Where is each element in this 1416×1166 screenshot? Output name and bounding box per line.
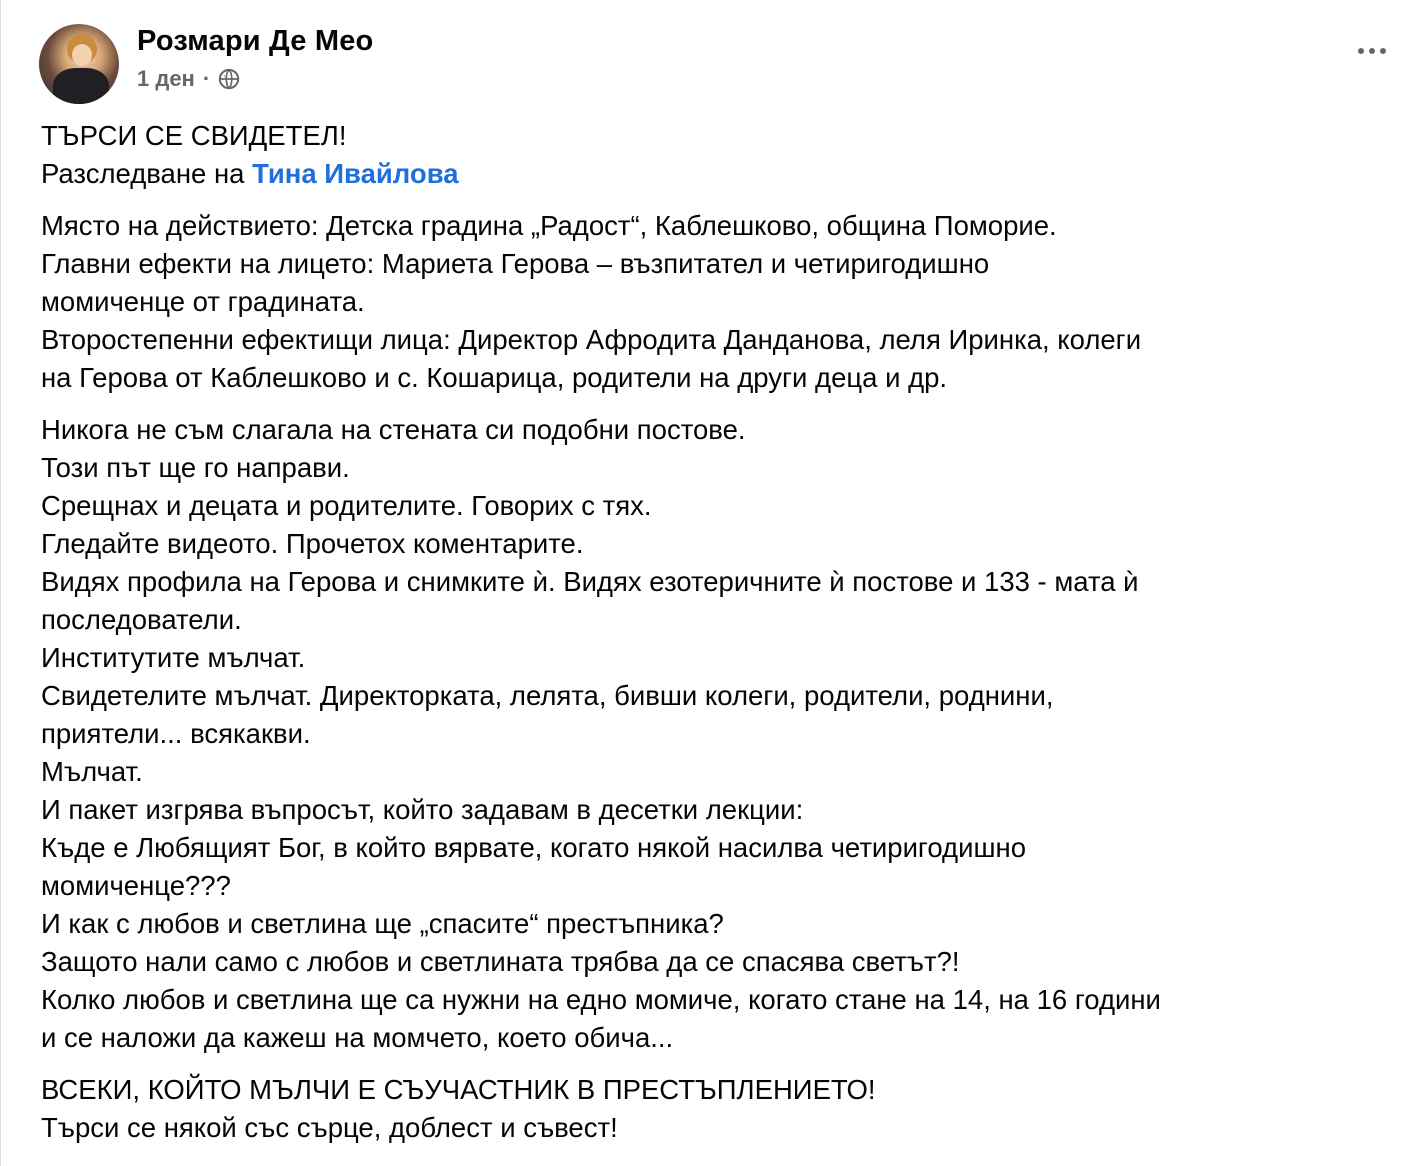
post-heading <box>41 117 1401 193</box>
post-time[interactable]: 1 ден <box>137 66 195 91</box>
text-line: Този път ще го направи. <box>41 452 350 483</box>
text-line: приятели... всякакви. <box>41 718 311 749</box>
text-line: последователи. <box>41 604 242 635</box>
text-line: Търси се някой със сърце, доблест и съвест! <box>41 1112 618 1143</box>
post-subline <box>137 66 373 92</box>
text-line: Видях профила на Герова и снимките ѝ. Видях езотеричните ѝ постове и 133 - мата ѝ <box>41 566 1139 597</box>
text-line: Мълчат. <box>41 756 143 787</box>
text-line: Никога не съм слагала на стената си подобни постове. <box>41 414 746 445</box>
post-paragraph-1 <box>41 207 1401 397</box>
text-line: Място на действието: Детска градина „Радост“, Каблешково, община Поморие. <box>41 210 1057 241</box>
heading-title: ТЪРСИ СЕ СВИДЕТЕЛ! <box>41 120 347 151</box>
text-line: ВСЕКИ, КОЙТО МЪЛЧИ Е СЪУЧАСТНИК В ПРЕСТЪПЛЕНИЕТО! <box>41 1074 876 1105</box>
text-line: Свидетелите мълчат. Директорката, лелята, бивши колеги, родители, роднини, <box>41 680 1054 711</box>
text-line: Второстепенни ефектищи лица: Директор Афродита Данданова, леля Иринка, колеги <box>41 324 1142 355</box>
text-line: момиченце??? <box>41 870 231 901</box>
post-header <box>39 24 373 104</box>
text-line: Къде е Любящият Бог, в който вярвате, когато някой насилва четиригодишно <box>41 832 1026 863</box>
post-paragraph-3 <box>41 1071 1401 1147</box>
text-line: Главни ефекти на лицето: Мариета Герова – възпитател и четиригодишно <box>41 248 990 279</box>
text-line: Срещнах и децата и родителите. Говорих с тях. <box>41 490 652 521</box>
more-options-button[interactable] <box>1358 48 1386 54</box>
text-line: И пакет изгрява въпросът, който задавам в десетки лекции: <box>41 794 804 825</box>
heading-investigation: Разследване на Тина Ивайлова <box>41 158 459 189</box>
text-line: Институтите мълчат. <box>41 642 306 673</box>
text-line: Гледайте видеото. Прочетох коментарите. <box>41 528 584 559</box>
text-line: И как с любов и светлина ще „спасите“ престъпника? <box>41 908 724 939</box>
text-line: на Герова от Каблешково и с. Кошарица, родители на други деца и др. <box>41 362 948 393</box>
text-line: Защото нали само с любов и светлината трябва да се спасява светът?! <box>41 946 960 977</box>
post-meta <box>137 24 373 92</box>
separator-dot: · <box>202 66 211 91</box>
post-paragraph-2 <box>41 411 1401 1057</box>
text-line: Колко любов и светлина ще са нужни на едно момиче, когато стане на 14, на 16 години <box>41 984 1161 1015</box>
post-body <box>41 117 1401 1161</box>
mention-link[interactable]: Тина Ивайлова <box>252 158 459 189</box>
more-dots-icon <box>1358 48 1364 54</box>
avatar[interactable] <box>39 24 119 104</box>
text-line: момиченце от градината. <box>41 286 365 317</box>
text-line: и се наложи да кажеш на момчето, което обича... <box>41 1022 674 1053</box>
author-name[interactable]: Розмари Де Мео <box>137 25 374 57</box>
globe-icon[interactable] <box>218 68 240 90</box>
